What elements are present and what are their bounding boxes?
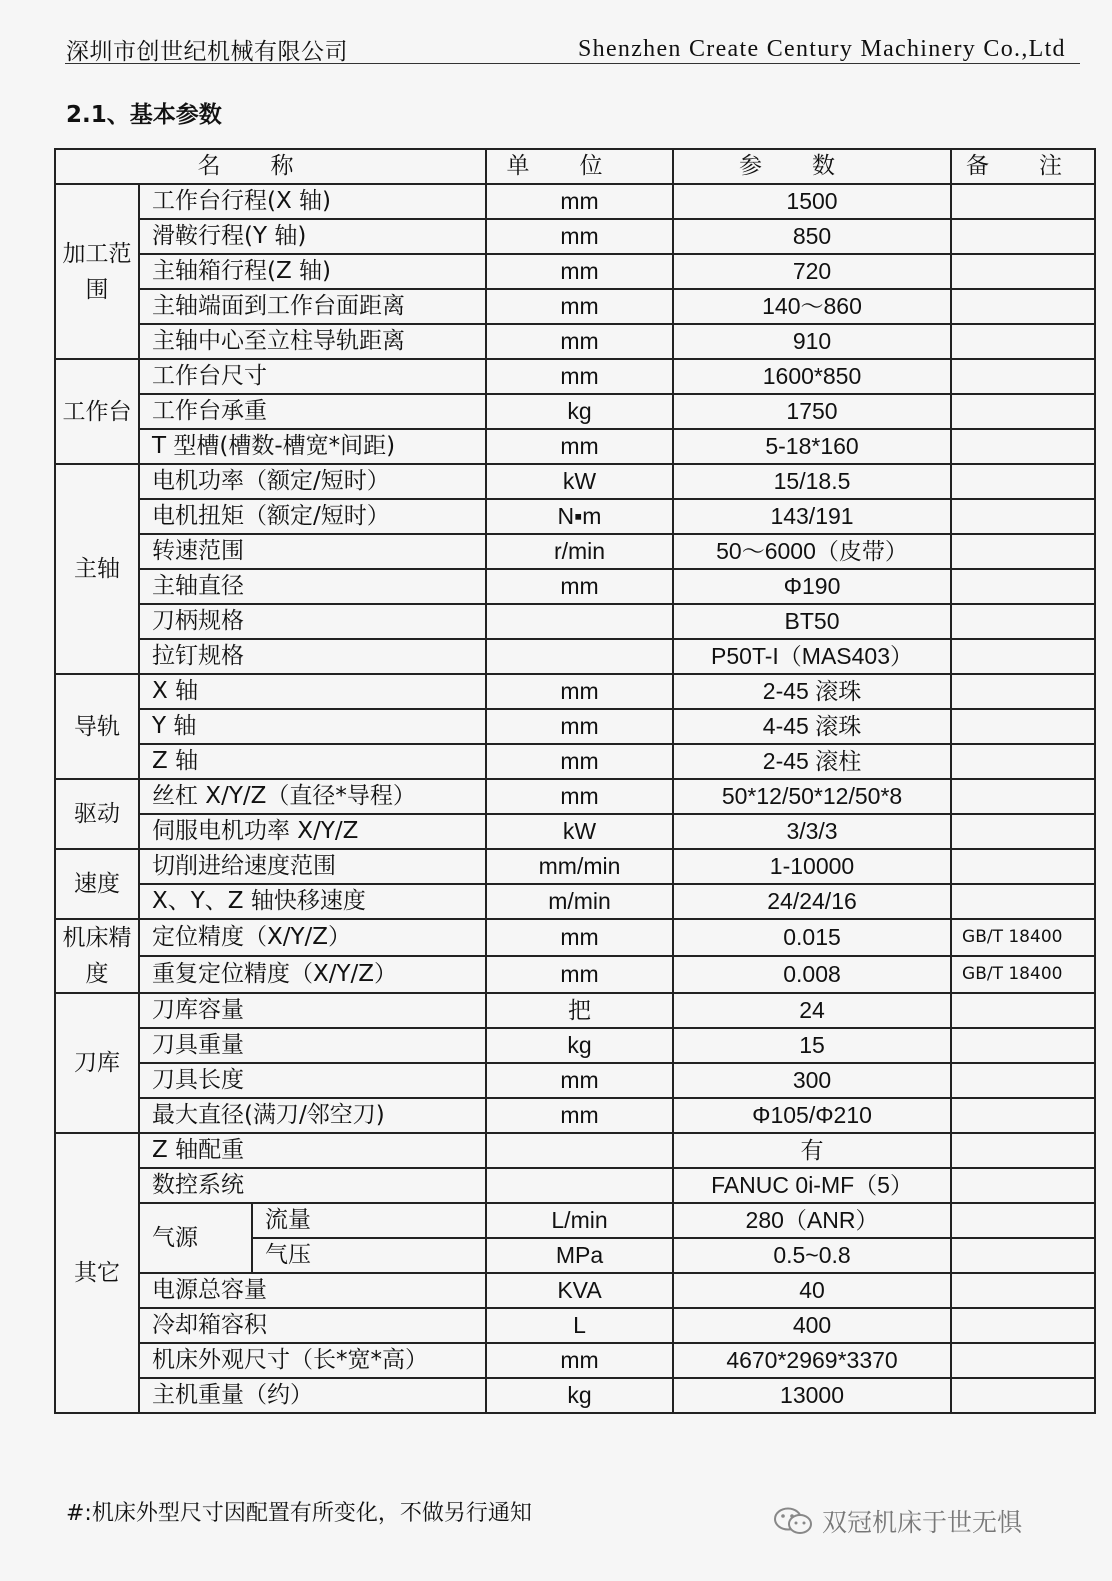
table-row: [55, 289, 1095, 324]
table-row: [55, 814, 1095, 849]
spec-name: 刀库容量: [139, 993, 486, 1028]
table-row: [55, 709, 1095, 744]
spec-name: 最大直径(满刀/邻空刀): [139, 1098, 486, 1133]
table-row: [55, 359, 1095, 394]
spec-remark: [951, 499, 1095, 534]
spec-unit: kg: [486, 1028, 673, 1063]
spec-remark: [951, 359, 1095, 394]
spec-unit: L: [486, 1308, 673, 1343]
spec-name: 工作台承重: [139, 394, 486, 429]
spec-unit: KVA: [486, 1273, 673, 1308]
spec-param: 5-18*160: [673, 429, 951, 464]
table-row: [55, 569, 1095, 604]
table-row: [55, 1273, 1095, 1308]
spec-remark: [951, 1098, 1095, 1133]
spec-unit: mm: [486, 779, 673, 814]
spec-name: 气压: [252, 1238, 486, 1273]
spec-remark: [951, 604, 1095, 639]
spec-remark: [951, 184, 1095, 219]
table-row: [55, 849, 1095, 884]
table-row: [55, 534, 1095, 569]
spec-param: 24: [673, 993, 951, 1028]
spec-remark: [951, 884, 1095, 919]
spec-remark: GB/T 18400: [951, 919, 1095, 956]
spec-param: 140～860: [673, 289, 951, 324]
spec-param: BT50: [673, 604, 951, 639]
spec-name: 电源总容量: [139, 1273, 486, 1308]
spec-param: 1500: [673, 184, 951, 219]
spec-remark: [951, 849, 1095, 884]
spec-name: 定位精度（X/Y/Z）: [139, 919, 486, 956]
spec-unit: mm: [486, 1098, 673, 1133]
spec-unit: mm: [486, 289, 673, 324]
spec-remark: [951, 429, 1095, 464]
spec-unit: mm: [486, 569, 673, 604]
spec-name: 电机扭矩（额定/短时）: [139, 499, 486, 534]
spec-unit: r/min: [486, 534, 673, 569]
spec-param: Φ190: [673, 569, 951, 604]
header-company-cn: 深圳市创世纪机械有限公司: [66, 39, 348, 65]
spec-unit: L/min: [486, 1203, 673, 1238]
spec-name: 刀具重量: [139, 1028, 486, 1063]
spec-param: 720: [673, 254, 951, 289]
group-label: 速度: [55, 849, 139, 919]
spec-table-body: [55, 149, 1112, 1413]
spec-unit: kg: [486, 394, 673, 429]
spec-name: 切削进给速度范围: [139, 849, 486, 884]
spec-param: 400: [673, 1308, 951, 1343]
spec-unit: kg: [486, 1378, 673, 1413]
column-header-param: 参数: [673, 149, 951, 184]
spec-remark: [951, 1203, 1095, 1238]
spec-name: X 轴: [139, 674, 486, 709]
spec-name: 刀具长度: [139, 1063, 486, 1098]
table-row: [55, 184, 1095, 219]
spec-name: 主机重量（约）: [139, 1378, 486, 1413]
table-row: [55, 1378, 1095, 1413]
spec-param: 300: [673, 1063, 951, 1098]
spec-remark: [951, 1378, 1095, 1413]
spec-name: 滑鞍行程(Y 轴): [139, 219, 486, 254]
spec-remark: GB/T 18400: [951, 956, 1095, 993]
table-row: [55, 744, 1095, 779]
section-title: 2.1、基本参数: [66, 102, 222, 128]
spec-remark: [951, 1063, 1095, 1098]
table-row: [55, 1028, 1095, 1063]
spec-remark: [951, 709, 1095, 744]
subgroup-label: 气源: [139, 1203, 252, 1273]
table-row: [55, 604, 1095, 639]
spec-param: 50*12/50*12/50*8: [673, 779, 951, 814]
spec-name: 转速范围: [139, 534, 486, 569]
table-row: [55, 1343, 1095, 1378]
spec-param: 4-45 滚珠: [673, 709, 951, 744]
column-header-unit: 单位: [486, 149, 673, 184]
spec-name: Y 轴: [139, 709, 486, 744]
spec-unit: mm: [486, 674, 673, 709]
spec-remark: [951, 1308, 1095, 1343]
spec-unit: [486, 639, 673, 674]
spec-unit: MPa: [486, 1238, 673, 1273]
spec-param: 143/191: [673, 499, 951, 534]
spec-name: 工作台尺寸: [139, 359, 486, 394]
group-label: 刀库: [55, 993, 139, 1133]
column-header-remark: 备注: [951, 149, 1095, 184]
table-row: [55, 394, 1095, 429]
spec-unit: mm: [486, 956, 673, 993]
table-row: [55, 324, 1095, 359]
spec-param: 4670*2969*3370: [673, 1343, 951, 1378]
spec-table: [54, 148, 1112, 1414]
spec-name: 机床外观尺寸（长*宽*高）: [139, 1343, 486, 1378]
table-row: [55, 674, 1095, 709]
spec-param: P50T-I（MAS403）: [673, 639, 951, 674]
table-row: [55, 499, 1095, 534]
spec-name: Z 轴配重: [139, 1133, 486, 1168]
table-row: [55, 639, 1095, 674]
spec-unit: kW: [486, 814, 673, 849]
spec-param: 3/3/3: [673, 814, 951, 849]
spec-param: 15/18.5: [673, 464, 951, 499]
spec-param: 13000: [673, 1378, 951, 1413]
spec-name: 主轴端面到工作台面距离: [139, 289, 486, 324]
group-label: 加工范围: [55, 184, 139, 359]
group-label: 机床精度: [55, 919, 139, 993]
spec-remark: [951, 1273, 1095, 1308]
spec-unit: mm: [486, 919, 673, 956]
spec-name: 丝杠 X/Y/Z（直径*导程）: [139, 779, 486, 814]
spec-param: 50～6000（皮带）: [673, 534, 951, 569]
group-label: 其它: [55, 1133, 139, 1413]
spec-remark: [951, 744, 1095, 779]
spec-unit: mm: [486, 219, 673, 254]
spec-param: 910: [673, 324, 951, 359]
spec-unit: [486, 1133, 673, 1168]
spec-name: Z 轴: [139, 744, 486, 779]
spec-remark: [951, 324, 1095, 359]
spec-param: 1-10000: [673, 849, 951, 884]
spec-name: 重复定位精度（X/Y/Z）: [139, 956, 486, 993]
table-header-row: [55, 149, 1095, 184]
spec-unit: mm/min: [486, 849, 673, 884]
spec-unit: mm: [486, 324, 673, 359]
table-row: [55, 254, 1095, 289]
spec-remark: [951, 534, 1095, 569]
table-row: [55, 1308, 1095, 1343]
wechat-icon: [772, 1506, 814, 1536]
spec-unit: N▪m: [486, 499, 673, 534]
spec-name: 冷却箱容积: [139, 1308, 486, 1343]
watermark: [772, 1503, 1022, 1539]
spec-remark: [951, 1028, 1095, 1063]
group-label: 导轨: [55, 674, 139, 779]
spec-name: 电机功率（额定/短时）: [139, 464, 486, 499]
table-row: [55, 1063, 1095, 1098]
spec-remark: [951, 779, 1095, 814]
group-label: 主轴: [55, 464, 139, 674]
spec-name: 主轴直径: [139, 569, 486, 604]
spec-param: 1600*850: [673, 359, 951, 394]
watermark-text: 双冠机床于世无惧: [822, 1508, 1023, 1537]
spec-remark: [951, 1133, 1095, 1168]
spec-name: 刀柄规格: [139, 604, 486, 639]
spec-unit: mm: [486, 184, 673, 219]
spec-param: 0.5~0.8: [673, 1238, 951, 1273]
spec-unit: mm: [486, 1343, 673, 1378]
spec-param: 850: [673, 219, 951, 254]
spec-unit: mm: [486, 429, 673, 464]
spec-remark: [951, 394, 1095, 429]
table-row: [55, 429, 1095, 464]
spec-remark: [951, 1343, 1095, 1378]
spec-param: 15: [673, 1028, 951, 1063]
spec-name: 数控系统: [139, 1168, 486, 1203]
header-divider: [65, 63, 1080, 64]
spec-unit: mm: [486, 1063, 673, 1098]
table-row: [55, 464, 1095, 499]
table-row: [55, 919, 1095, 956]
table-row: [55, 1168, 1095, 1203]
table-row: [55, 1098, 1095, 1133]
spec-unit: mm: [486, 359, 673, 394]
spec-unit: 把: [486, 993, 673, 1028]
spec-remark: [951, 219, 1095, 254]
table-row: [55, 779, 1095, 814]
spec-remark: [951, 674, 1095, 709]
spec-param: 2-45 滚柱: [673, 744, 951, 779]
table-row: [55, 219, 1095, 254]
table-row: [55, 884, 1095, 919]
spec-remark: [951, 639, 1095, 674]
group-label: 驱动: [55, 779, 139, 849]
spec-remark: [951, 993, 1095, 1028]
spec-name: 主轴中心至立柱导轨距离: [139, 324, 486, 359]
spec-name: 主轴箱行程(Z 轴): [139, 254, 486, 289]
spec-remark: [951, 289, 1095, 324]
spec-remark: [951, 1168, 1095, 1203]
spec-remark: [951, 814, 1095, 849]
spec-unit: mm: [486, 709, 673, 744]
spec-unit: [486, 604, 673, 639]
spec-param: 280（ANR）: [673, 1203, 951, 1238]
spec-name: X、Y、Z 轴快移速度: [139, 884, 486, 919]
spec-name: 工作台行程(X 轴): [139, 184, 486, 219]
spec-name: 流量: [252, 1203, 486, 1238]
table-row: [55, 1133, 1095, 1168]
spec-unit: mm: [486, 744, 673, 779]
table-row: [55, 993, 1095, 1028]
spec-unit: mm: [486, 254, 673, 289]
spec-remark: [951, 569, 1095, 604]
spec-remark: [951, 1238, 1095, 1273]
spec-param: 0.015: [673, 919, 951, 956]
spec-param: 1750: [673, 394, 951, 429]
spec-param: 2-45 滚珠: [673, 674, 951, 709]
table-row: [55, 956, 1095, 993]
spec-param: 40: [673, 1273, 951, 1308]
column-header-name: 名称: [55, 149, 486, 184]
spec-param: 0.008: [673, 956, 951, 993]
table-row: [55, 1203, 1095, 1238]
spec-remark: [951, 464, 1095, 499]
spec-unit: kW: [486, 464, 673, 499]
spec-param: FANUC 0i-MF（5）: [673, 1168, 951, 1203]
spec-name: 拉钉规格: [139, 639, 486, 674]
spec-name: 伺服电机功率 X/Y/Z: [139, 814, 486, 849]
header-company-en: Shenzhen Create Century Machinery Co.,Ltd: [578, 36, 1066, 62]
group-label: 工作台: [55, 359, 139, 464]
spec-name: T 型槽(槽数-槽宽*间距): [139, 429, 486, 464]
spec-param: 有: [673, 1133, 951, 1168]
spec-param: Φ105/Φ210: [673, 1098, 951, 1133]
spec-unit: [486, 1168, 673, 1203]
spec-remark: [951, 254, 1095, 289]
spec-param: 24/24/16: [673, 884, 951, 919]
footnote: #:机床外型尺寸因配置有所变化，不做另行通知: [66, 1501, 532, 1526]
spec-unit: m/min: [486, 884, 673, 919]
